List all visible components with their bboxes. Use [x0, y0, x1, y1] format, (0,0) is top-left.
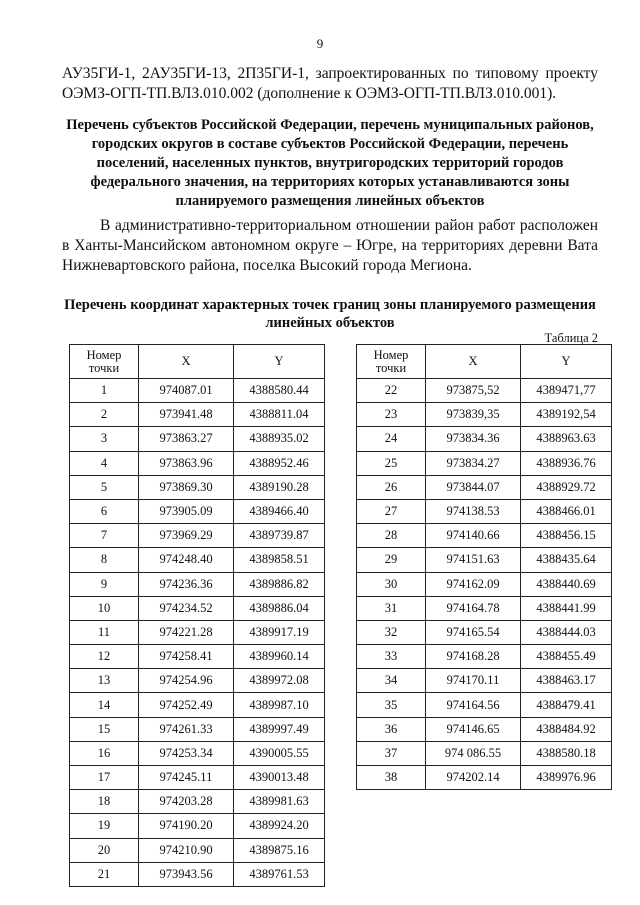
cell-y: 4388935.02: [234, 427, 325, 451]
cell-y: 4388929.72: [521, 475, 612, 499]
cell-point-number: 29: [357, 548, 426, 572]
cell-y: 4388441.99: [521, 596, 612, 620]
cell-x: 974210.90: [139, 838, 234, 862]
cell-y: 4389471,77: [521, 379, 612, 403]
cell-y: 4389886.82: [234, 572, 325, 596]
header-point-number: Номер точки: [70, 345, 139, 379]
cell-y: 4389190.28: [234, 475, 325, 499]
cell-x: 974254.96: [139, 669, 234, 693]
cell-y: 4389466.40: [234, 499, 325, 523]
cell-x: 974087.01: [139, 379, 234, 403]
table-row: [357, 596, 612, 620]
cell-point-number: 31: [357, 596, 426, 620]
cell-y: 4389960.14: [234, 645, 325, 669]
cell-point-number: 2: [70, 403, 139, 427]
cell-y: 4389981.63: [234, 790, 325, 814]
cell-point-number: 8: [70, 548, 139, 572]
cell-point-number: 11: [70, 620, 139, 644]
cell-x: 973875,52: [426, 379, 521, 403]
cell-point-number: 26: [357, 475, 426, 499]
coordinates-table-right: [356, 344, 612, 790]
cell-x: 974165.54: [426, 620, 521, 644]
cell-y: 4388811.04: [234, 403, 325, 427]
cell-y: 4389858.51: [234, 548, 325, 572]
cell-y: 4389739.87: [234, 524, 325, 548]
cell-point-number: 25: [357, 451, 426, 475]
cell-point-number: 12: [70, 645, 139, 669]
cell-x: 974146.65: [426, 717, 521, 741]
cell-x: 973844.07: [426, 475, 521, 499]
cell-x: 974248.40: [139, 548, 234, 572]
table-row: [357, 572, 612, 596]
header-y: Y: [521, 345, 612, 379]
cell-y: 4388435.64: [521, 548, 612, 572]
table-row: [70, 548, 325, 572]
header-x: X: [139, 345, 234, 379]
cell-point-number: 9: [70, 572, 139, 596]
cell-point-number: 32: [357, 620, 426, 644]
cell-point-number: 18: [70, 790, 139, 814]
table-row: [357, 499, 612, 523]
table-row: [70, 838, 325, 862]
cell-x: 973943.56: [139, 862, 234, 886]
cell-y: 4388463.17: [521, 669, 612, 693]
cell-x: 973839,35: [426, 403, 521, 427]
cell-x: 973969.29: [139, 524, 234, 548]
cell-point-number: 24: [357, 427, 426, 451]
cell-y: 4388963.63: [521, 427, 612, 451]
table-row: [70, 475, 325, 499]
cell-point-number: 5: [70, 475, 139, 499]
table-row: [357, 475, 612, 499]
page-number: 9: [316, 36, 324, 51]
cell-y: 4388466.01: [521, 499, 612, 523]
table-row: [357, 451, 612, 475]
cell-y: 4389917.19: [234, 620, 325, 644]
cell-y: 4389875.16: [234, 838, 325, 862]
cell-y: 4389987.10: [234, 693, 325, 717]
cell-x: 974162.09: [426, 572, 521, 596]
table-label: Таблица 2: [544, 331, 598, 345]
cell-x: 974245.11: [139, 766, 234, 790]
table-row: [70, 620, 325, 644]
cell-point-number: 33: [357, 645, 426, 669]
cell-point-number: 35: [357, 693, 426, 717]
header-point-number: Номер точки: [357, 345, 426, 379]
cell-x: 974 086.55: [426, 741, 521, 765]
cell-point-number: 4: [70, 451, 139, 475]
cell-x: 974234.52: [139, 596, 234, 620]
cell-point-number: 22: [357, 379, 426, 403]
cell-point-number: 6: [70, 499, 139, 523]
cell-y: 4389972.08: [234, 669, 325, 693]
cell-point-number: 27: [357, 499, 426, 523]
cell-x: 973941.48: [139, 403, 234, 427]
cell-y: 4388440.69: [521, 572, 612, 596]
cell-point-number: 28: [357, 524, 426, 548]
location-paragraph: В административно-территориальном отношении район работ расположен в Ханты-Мансийском автономном округе – Югре, на территориях деревни Вата Нижневартовского района, поселка Высокий города Мегиона.: [62, 217, 598, 274]
table-row: [357, 403, 612, 427]
cell-x: 973834.27: [426, 451, 521, 475]
cell-y: 4388580.44: [234, 379, 325, 403]
table-row: [70, 427, 325, 451]
cell-point-number: 21: [70, 862, 139, 886]
table-title: Перечень координат характерных точек границ зоны планируемого размещения линейных объектов: [64, 297, 596, 331]
cell-point-number: 23: [357, 403, 426, 427]
table-row: [70, 572, 325, 596]
table-header-row: [357, 345, 612, 379]
cell-y: 4388456.15: [521, 524, 612, 548]
cell-x: 974252.49: [139, 693, 234, 717]
table-row: [357, 693, 612, 717]
cell-x: 973905.09: [139, 499, 234, 523]
cell-y: 4388479.41: [521, 693, 612, 717]
table-row: [70, 790, 325, 814]
table-row: [70, 814, 325, 838]
table-row: [357, 766, 612, 790]
table-row: [357, 717, 612, 741]
cell-x: 974151.63: [426, 548, 521, 572]
cell-y: 4389924.20: [234, 814, 325, 838]
cell-point-number: 16: [70, 741, 139, 765]
cell-y: 4388580.18: [521, 741, 612, 765]
cell-point-number: 19: [70, 814, 139, 838]
cell-point-number: 3: [70, 427, 139, 451]
section-heading: Перечень субъектов Российской Федерации, перечень муниципальных районов, городских округов в составе субъектов Российской Федерации, перечень поселений, населенных пунктов, внутригородских территорий городов федерального значения, на территориях которых устанавливаются зоны планируемого размещения линейных объектов: [66, 117, 594, 209]
header-x: X: [426, 345, 521, 379]
cell-x: 974261.33: [139, 717, 234, 741]
cell-point-number: 7: [70, 524, 139, 548]
cell-x: 973863.27: [139, 427, 234, 451]
table-row: [70, 766, 325, 790]
cell-x: 974190.20: [139, 814, 234, 838]
cell-x: 974140.66: [426, 524, 521, 548]
cell-x: 974170.11: [426, 669, 521, 693]
table-row: [70, 862, 325, 886]
table-row: [70, 403, 325, 427]
cell-y: 4389997.49: [234, 717, 325, 741]
table-row: [357, 548, 612, 572]
cell-x: 974253.34: [139, 741, 234, 765]
cell-y: 4390005.55: [234, 741, 325, 765]
header-y: Y: [234, 345, 325, 379]
table-header-row: [70, 345, 325, 379]
table-row: [357, 379, 612, 403]
table-row: [357, 645, 612, 669]
cell-point-number: 10: [70, 596, 139, 620]
cell-point-number: 17: [70, 766, 139, 790]
cell-x: 974164.56: [426, 693, 521, 717]
cell-x: 974202.14: [426, 766, 521, 790]
cell-point-number: 34: [357, 669, 426, 693]
coordinates-table-left: [69, 344, 325, 887]
cell-point-number: 13: [70, 669, 139, 693]
table-row: [70, 669, 325, 693]
cell-point-number: 20: [70, 838, 139, 862]
cell-point-number: 38: [357, 766, 426, 790]
cell-y: 4389886.04: [234, 596, 325, 620]
table-row: [70, 379, 325, 403]
cell-y: 4389192,54: [521, 403, 612, 427]
cell-x: 974221.28: [139, 620, 234, 644]
cell-point-number: 36: [357, 717, 426, 741]
cell-x: 973869.30: [139, 475, 234, 499]
table-row: [70, 645, 325, 669]
table-row: [70, 717, 325, 741]
table-row: [357, 524, 612, 548]
cell-x: 974236.36: [139, 572, 234, 596]
table-row: [70, 596, 325, 620]
cell-y: 4388952.46: [234, 451, 325, 475]
table-row: [70, 499, 325, 523]
table-row: [70, 741, 325, 765]
table-row: [70, 693, 325, 717]
cell-point-number: 14: [70, 693, 139, 717]
table-row: [357, 669, 612, 693]
cell-y: 4388455.49: [521, 645, 612, 669]
cell-y: 4389761.53: [234, 862, 325, 886]
cell-x: 974203.28: [139, 790, 234, 814]
cell-x: 973863.96: [139, 451, 234, 475]
cell-point-number: 15: [70, 717, 139, 741]
intro-paragraph: АУ35ГИ-1, 2АУ35ГИ-13, 2П35ГИ-1, запроектированных по типовому проекту ОЭМЗ-ОГП-ТП.ВЛЗ.010.002 (дополнение к ОЭМЗ-ОГП-ТП.ВЛЗ.010.001).: [62, 65, 598, 102]
cell-point-number: 1: [70, 379, 139, 403]
cell-x: 974164.78: [426, 596, 521, 620]
cell-point-number: 30: [357, 572, 426, 596]
table-row: [357, 741, 612, 765]
table-row: [70, 524, 325, 548]
cell-y: 4389976.96: [521, 766, 612, 790]
table-row: [357, 620, 612, 644]
cell-y: 4388444.03: [521, 620, 612, 644]
cell-y: 4390013.48: [234, 766, 325, 790]
cell-x: 974138.53: [426, 499, 521, 523]
table-row: [70, 451, 325, 475]
cell-x: 974258.41: [139, 645, 234, 669]
cell-y: 4388936.76: [521, 451, 612, 475]
cell-x: 974168.28: [426, 645, 521, 669]
cell-x: 973834.36: [426, 427, 521, 451]
table-row: [357, 427, 612, 451]
cell-point-number: 37: [357, 741, 426, 765]
cell-y: 4388484.92: [521, 717, 612, 741]
